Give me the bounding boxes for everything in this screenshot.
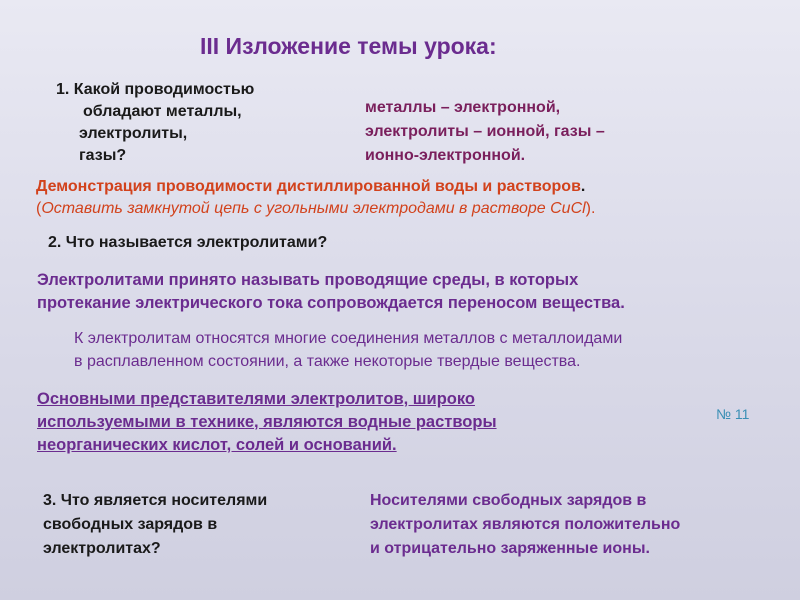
representatives-line-3: неорганических кислот, солей и оснований. (37, 436, 397, 454)
slide-number: № 11 (716, 406, 750, 422)
electrolyte-representatives (37, 388, 497, 457)
note-line-1: К электролитам относятся многие соединения металлов с металлоидами (74, 330, 623, 347)
demonstration-paren-open: ( (36, 200, 42, 217)
answer-3-line-2: электролитах являются положительно (370, 516, 681, 533)
demonstration-paren-close: ). (585, 200, 596, 217)
answer-1-line-1: металлы – электронной, (365, 99, 561, 116)
demonstration-note (36, 176, 595, 220)
answer-3-line-1: Носителями свободных зарядов в (370, 492, 647, 509)
answer-3-line-3: и отрицательно заряженные ионы. (370, 540, 650, 557)
definition-line-2: протекание электрического тока сопровождается переносом вещества. (37, 294, 625, 312)
representatives-line-2: используемыми в технике, являются водные растворы (37, 413, 497, 431)
demonstration-title: Демонстрация проводимости дистиллированной воды и растворов (36, 178, 581, 195)
question-1-line-3: электролиты, (79, 125, 188, 142)
question-1-line-1: 1. Какой проводимостью (56, 81, 255, 98)
question-3-line-3: электролитах? (43, 540, 161, 557)
question-2: 2. Что называется электролитами? (48, 234, 328, 251)
demonstration-period: . (580, 178, 586, 195)
question-3-line-1: 3. Что является носителями (43, 492, 268, 509)
representatives-line-1: Основными представителями электролитов, широко (37, 390, 475, 408)
definition-line-1: Электролитами принято называть проводящие среды, в которых (37, 271, 579, 289)
electrolyte-definition (37, 269, 625, 315)
question-1-line-2: обладают металлы, (83, 103, 242, 120)
answer-1-line-2: электролиты – ионной, газы – (365, 123, 605, 140)
electrolyte-note (74, 327, 622, 373)
demonstration-instruction: Оставить замкнутой цепь с угольными электродами в растворе CuCl (41, 200, 586, 217)
answer-3 (370, 489, 680, 561)
question-1 (56, 79, 254, 167)
answer-1 (365, 96, 605, 168)
question-1-line-4: газы? (79, 147, 127, 164)
question-3-line-2: свободных зарядов в (43, 516, 218, 533)
answer-1-line-3: ионно-электронной. (365, 147, 526, 164)
note-line-2: в расплавленном состоянии, а также некоторые твердые вещества. (74, 353, 581, 370)
question-3 (43, 489, 267, 561)
slide-title: III Изложение темы урока: (200, 33, 497, 59)
